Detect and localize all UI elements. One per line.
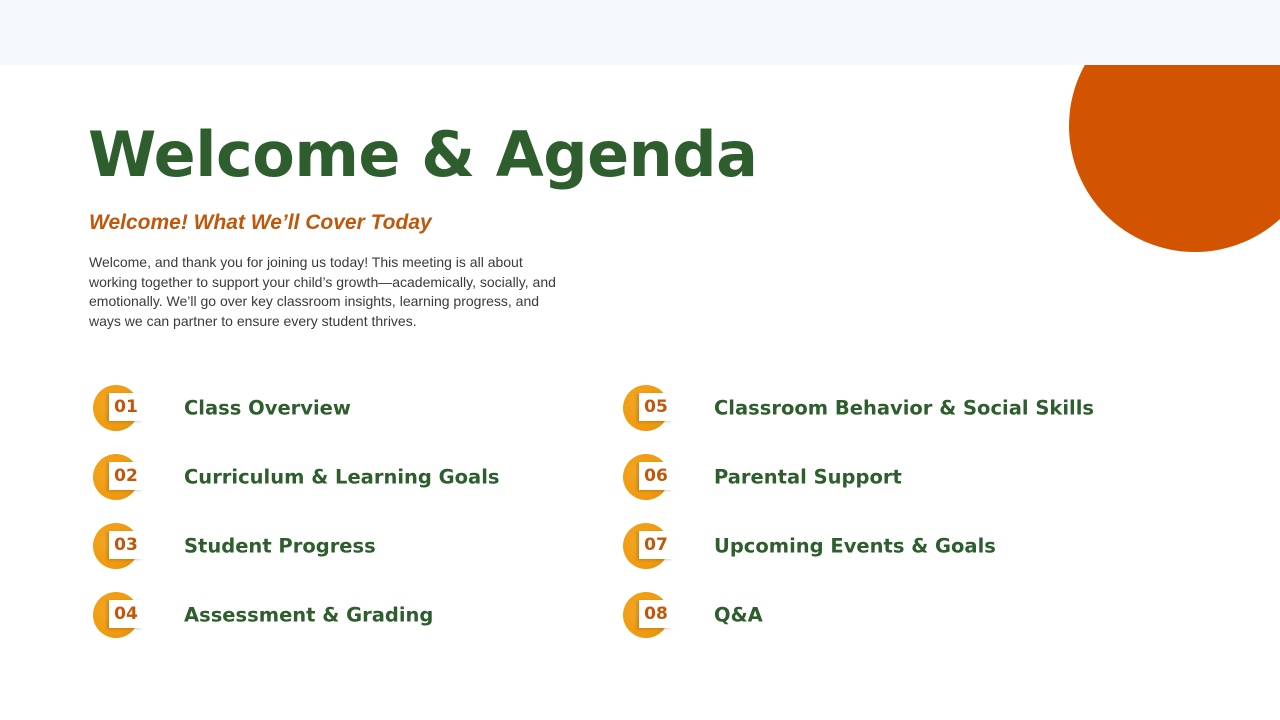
agenda-number: 06 (644, 466, 668, 486)
agenda-badge (623, 523, 669, 569)
agenda-badge (93, 523, 139, 569)
agenda-item-04 (93, 592, 573, 638)
agenda-label: Assessment & Grading (184, 603, 434, 627)
agenda-badge (93, 385, 139, 431)
agenda-number: 02 (114, 466, 138, 486)
agenda-badge (93, 454, 139, 500)
agenda-item-07 (623, 523, 1183, 569)
slide-title: Welcome & Agenda (88, 118, 758, 191)
agenda-badge (93, 592, 139, 638)
agenda-number: 07 (644, 535, 668, 555)
agenda-item-08 (623, 592, 1183, 638)
agenda-item-02 (93, 454, 573, 500)
agenda-item-06 (623, 454, 1183, 500)
agenda-badge (623, 592, 669, 638)
agenda-item-01 (93, 385, 573, 431)
agenda-label: Class Overview (184, 396, 351, 420)
agenda-label: Student Progress (184, 534, 376, 558)
agenda-number: 03 (114, 535, 138, 555)
agenda-badge (623, 454, 669, 500)
agenda-item-05 (623, 385, 1183, 431)
agenda-label: Classroom Behavior & Social Skills (714, 396, 1094, 420)
agenda-number: 04 (114, 604, 138, 624)
slide-subtitle: Welcome! What We’ll Cover Today (89, 211, 432, 234)
agenda-label: Parental Support (714, 465, 902, 489)
agenda-number: 05 (644, 397, 668, 417)
agenda-item-03 (93, 523, 573, 569)
agenda-badge (623, 385, 669, 431)
top-band (0, 0, 1280, 65)
agenda-label: Upcoming Events & Goals (714, 534, 996, 558)
agenda-number: 08 (644, 604, 668, 624)
agenda-number: 01 (114, 397, 138, 417)
intro-paragraph: Welcome, and thank you for joining us today! This meeting is all about working together to support your child’s growth—academically, socially, and emotionally. We’ll go over key classroom insights, learning progress, and ways we can partner to ensure every student thrives. (89, 254, 556, 329)
agenda-label: Curriculum & Learning Goals (184, 465, 500, 489)
agenda-label: Q&A (714, 603, 763, 627)
